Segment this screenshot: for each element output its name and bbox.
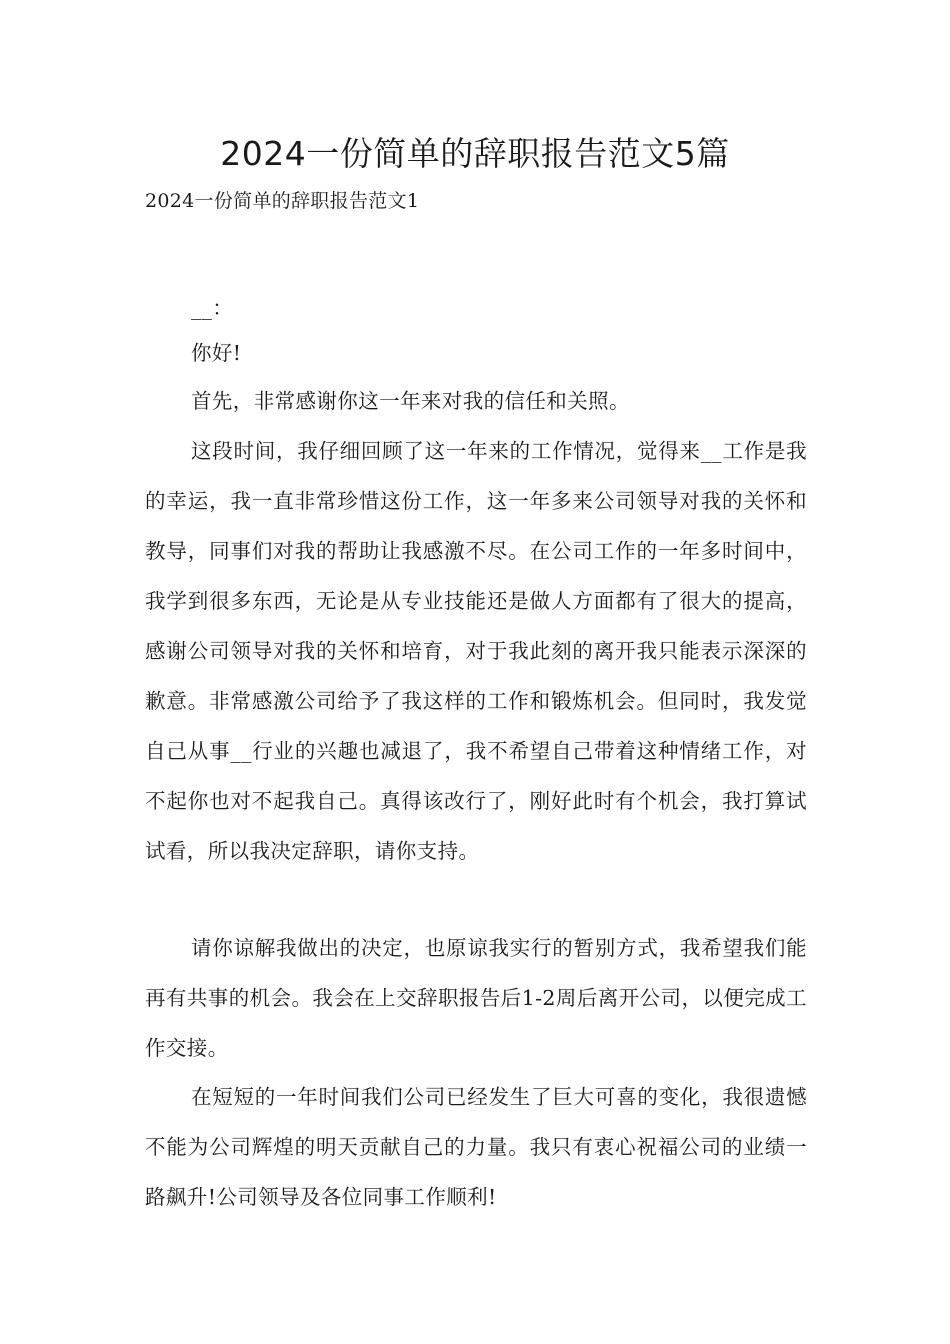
letter-greeting: [145, 328, 807, 378]
paragraph-3: [145, 923, 807, 1073]
letter-salutation: [145, 283, 807, 333]
paragraph-text: 请你谅解我做出的决定，也原谅我实行的暂别方式，我希望我们能再有共事的机会。我会在上交辞职报告后1-2周后离开公司，以便完成工作交接。: [145, 936, 807, 1060]
paragraph-text: 首先，非常感谢你这一年来对我的信任和关照。: [191, 389, 630, 413]
paragraph-text: 这段时间，我仔细回顾了这一年来的工作情况，觉得来__工作是我的幸运，我一直非常珍惜这份工作，这一年多来公司领导对我的关怀和教导，同事们对我的帮助让我感激不尽。在公司工作的一年多时间中，我学到很多东西，无论是从专业技能还是做人方面都有了很大的提高，感谢公司领导对我的关怀和培育，对于我此刻的离开我只能表示深深的歉意。非常感激公司给予了我这样的工作和锻炼机会。但同时，我发觉自己从事__行业的兴趣也减退了，我不希望自己带着这种情绪工作，对不起你也对不起我自己。真得该改行了，刚好此时有个机会，我打算试试看，所以我决定辞职，请你支持。: [145, 439, 807, 863]
paragraph-2: [145, 426, 807, 876]
greeting-text: 你好!: [191, 341, 242, 365]
salutation-text: __：: [191, 296, 234, 320]
document-title: 2024一份简单的辞职报告范文5篇: [220, 134, 730, 173]
paragraph-4: [145, 1072, 807, 1222]
paragraph-1: [145, 376, 807, 426]
document-subtitle: 2024一份简单的辞职报告范文1: [145, 190, 420, 212]
paragraph-text: 在短短的一年时间我们公司已经发生了巨大可喜的变化，我很遗憾不能为公司辉煌的明天贡献自己的力量。我只有衷心祝福公司的业绩一路飙升!公司领导及各位同事工作顺利!: [145, 1085, 807, 1209]
